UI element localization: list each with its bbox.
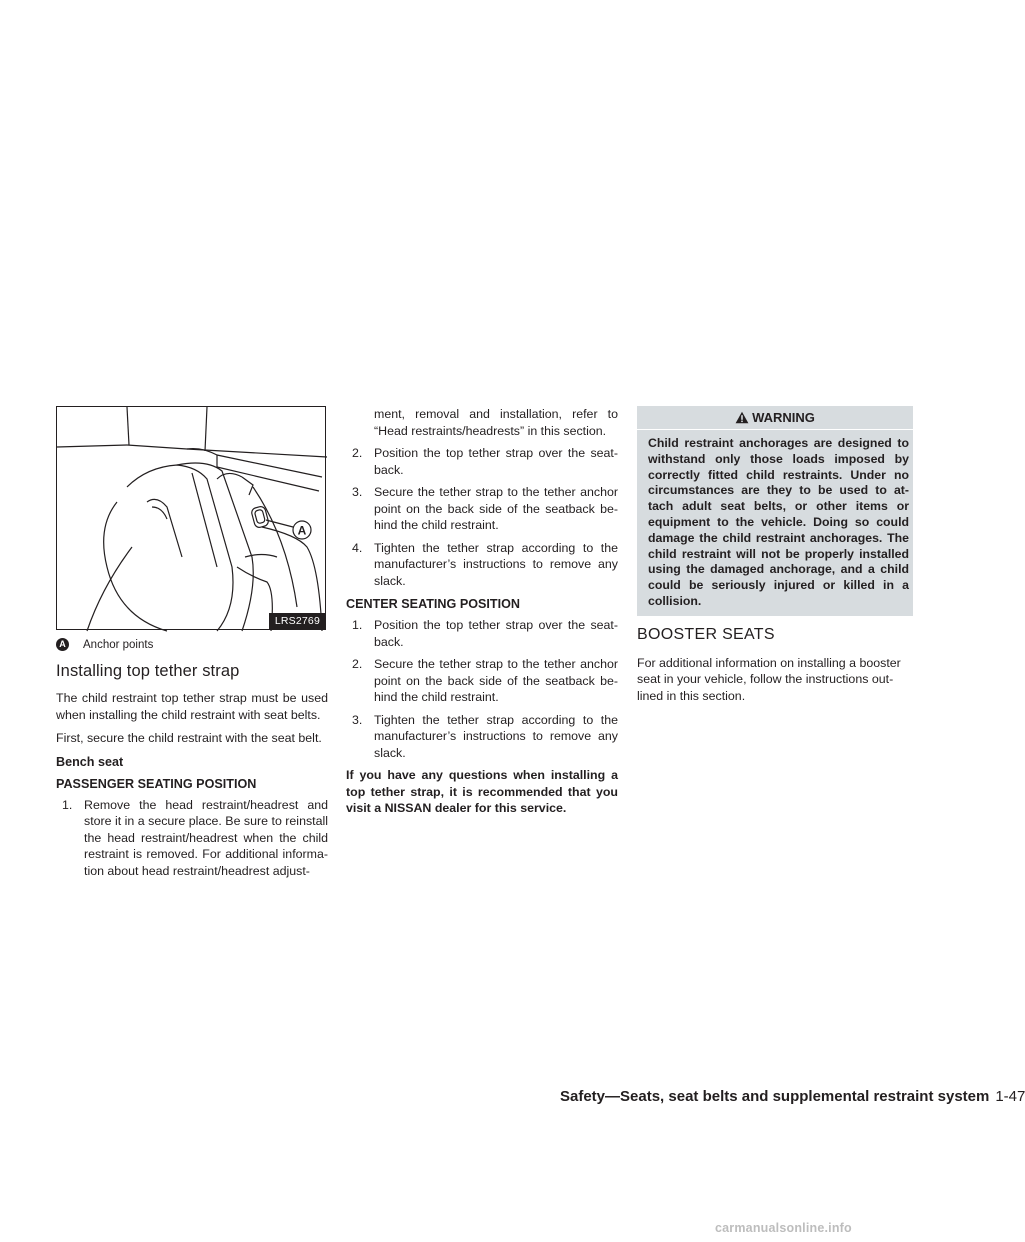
list-item: 3. Tighten the tether strap according to the manufacturer’s instructions to remove any slack. [352, 712, 618, 760]
seat-illustration [57, 407, 327, 631]
caption-text: Anchor points [83, 638, 154, 651]
warning-box [637, 406, 913, 616]
dealer-note: If you have any questions when installing a top tether strap, it is recommended that you visit a NISSAN dealer for this service. [346, 768, 618, 815]
list-item: 1. Remove the head restraint/headrest and store it in a secure place. Be sure to reinstall the head restraint/headrest when the child restraint is removed. For additional informa- tion about head restraint/headrest adjust- [62, 797, 328, 878]
subheading-passenger-seating: PASSENGER SEATING POSITION [56, 776, 257, 791]
section-heading-top-tether: Installing top tether strap [56, 662, 240, 680]
step-list-center [346, 617, 618, 761]
anchor-points-figure [56, 406, 326, 630]
paragraph: For additional information on installing a booster seat in your vehicle, follow the instructions out- lined in this section. [637, 655, 901, 703]
list-item: 3. Secure the tether strap to the tether anchor point on the back side of the seatback be- hind the child restraint. [352, 485, 618, 532]
figure-code: LRS2769 [269, 613, 325, 629]
figure-caption [56, 638, 328, 651]
watermark: carmanualsonline.info [715, 1221, 852, 1235]
list-item: 2. Position the top tether strap over the seat- back. [352, 446, 618, 477]
page-number: 1-47 [995, 1088, 1025, 1105]
warning-title: WARNING [752, 410, 815, 425]
warning-triangle-icon [735, 411, 749, 424]
subheading-bench-seat: Bench seat [56, 754, 124, 769]
footer-section-title: Safety—Seats, seat belts and supplemental restraint system [560, 1088, 990, 1105]
callout-marker: A [56, 638, 69, 651]
paragraph: The child restraint top tether strap must be used when installing the child restraint with seat belts. [56, 691, 328, 722]
section-heading-booster-seats: BOOSTER SEATS [637, 625, 775, 643]
list-item: 1. Position the top tether strap over the seat- back. [352, 618, 618, 649]
warning-header [637, 406, 913, 430]
column-middle [346, 406, 618, 824]
warning-text: Child restraint anchorages are designed to withstand only those loads imposed by correctly fitted child restraints. Under no circumstances are they to be used to at- tach adult seat belts, or other items or equipment to the vehicle. Doing so could damage the child restraint anchorages. The child restraint will not be properly installed using the damaged anchorage, and a child could be seriously injured or killed in a collision. [648, 436, 909, 608]
list-item: 2. Secure the tether strap to the tether anchor point on the back side of the seatback be- hind the child restraint. [352, 657, 618, 704]
step-list-passenger [346, 445, 618, 589]
callout-label: A [297, 523, 307, 538]
page-footer [560, 1088, 1025, 1105]
column-left [56, 406, 328, 885]
list-item: 4. Tighten the tether strap according to the manufacturer’s instructions to remove any slack. [352, 540, 618, 588]
paragraph: First, secure the child restraint with the seat belt. [56, 731, 322, 745]
column-right [637, 406, 913, 711]
step-list [56, 797, 328, 880]
subheading-center-seating: CENTER SEATING POSITION [346, 597, 520, 611]
step-continuation: ment, removal and installation, refer to “Head restraints/headrests” in this section. [374, 407, 618, 438]
